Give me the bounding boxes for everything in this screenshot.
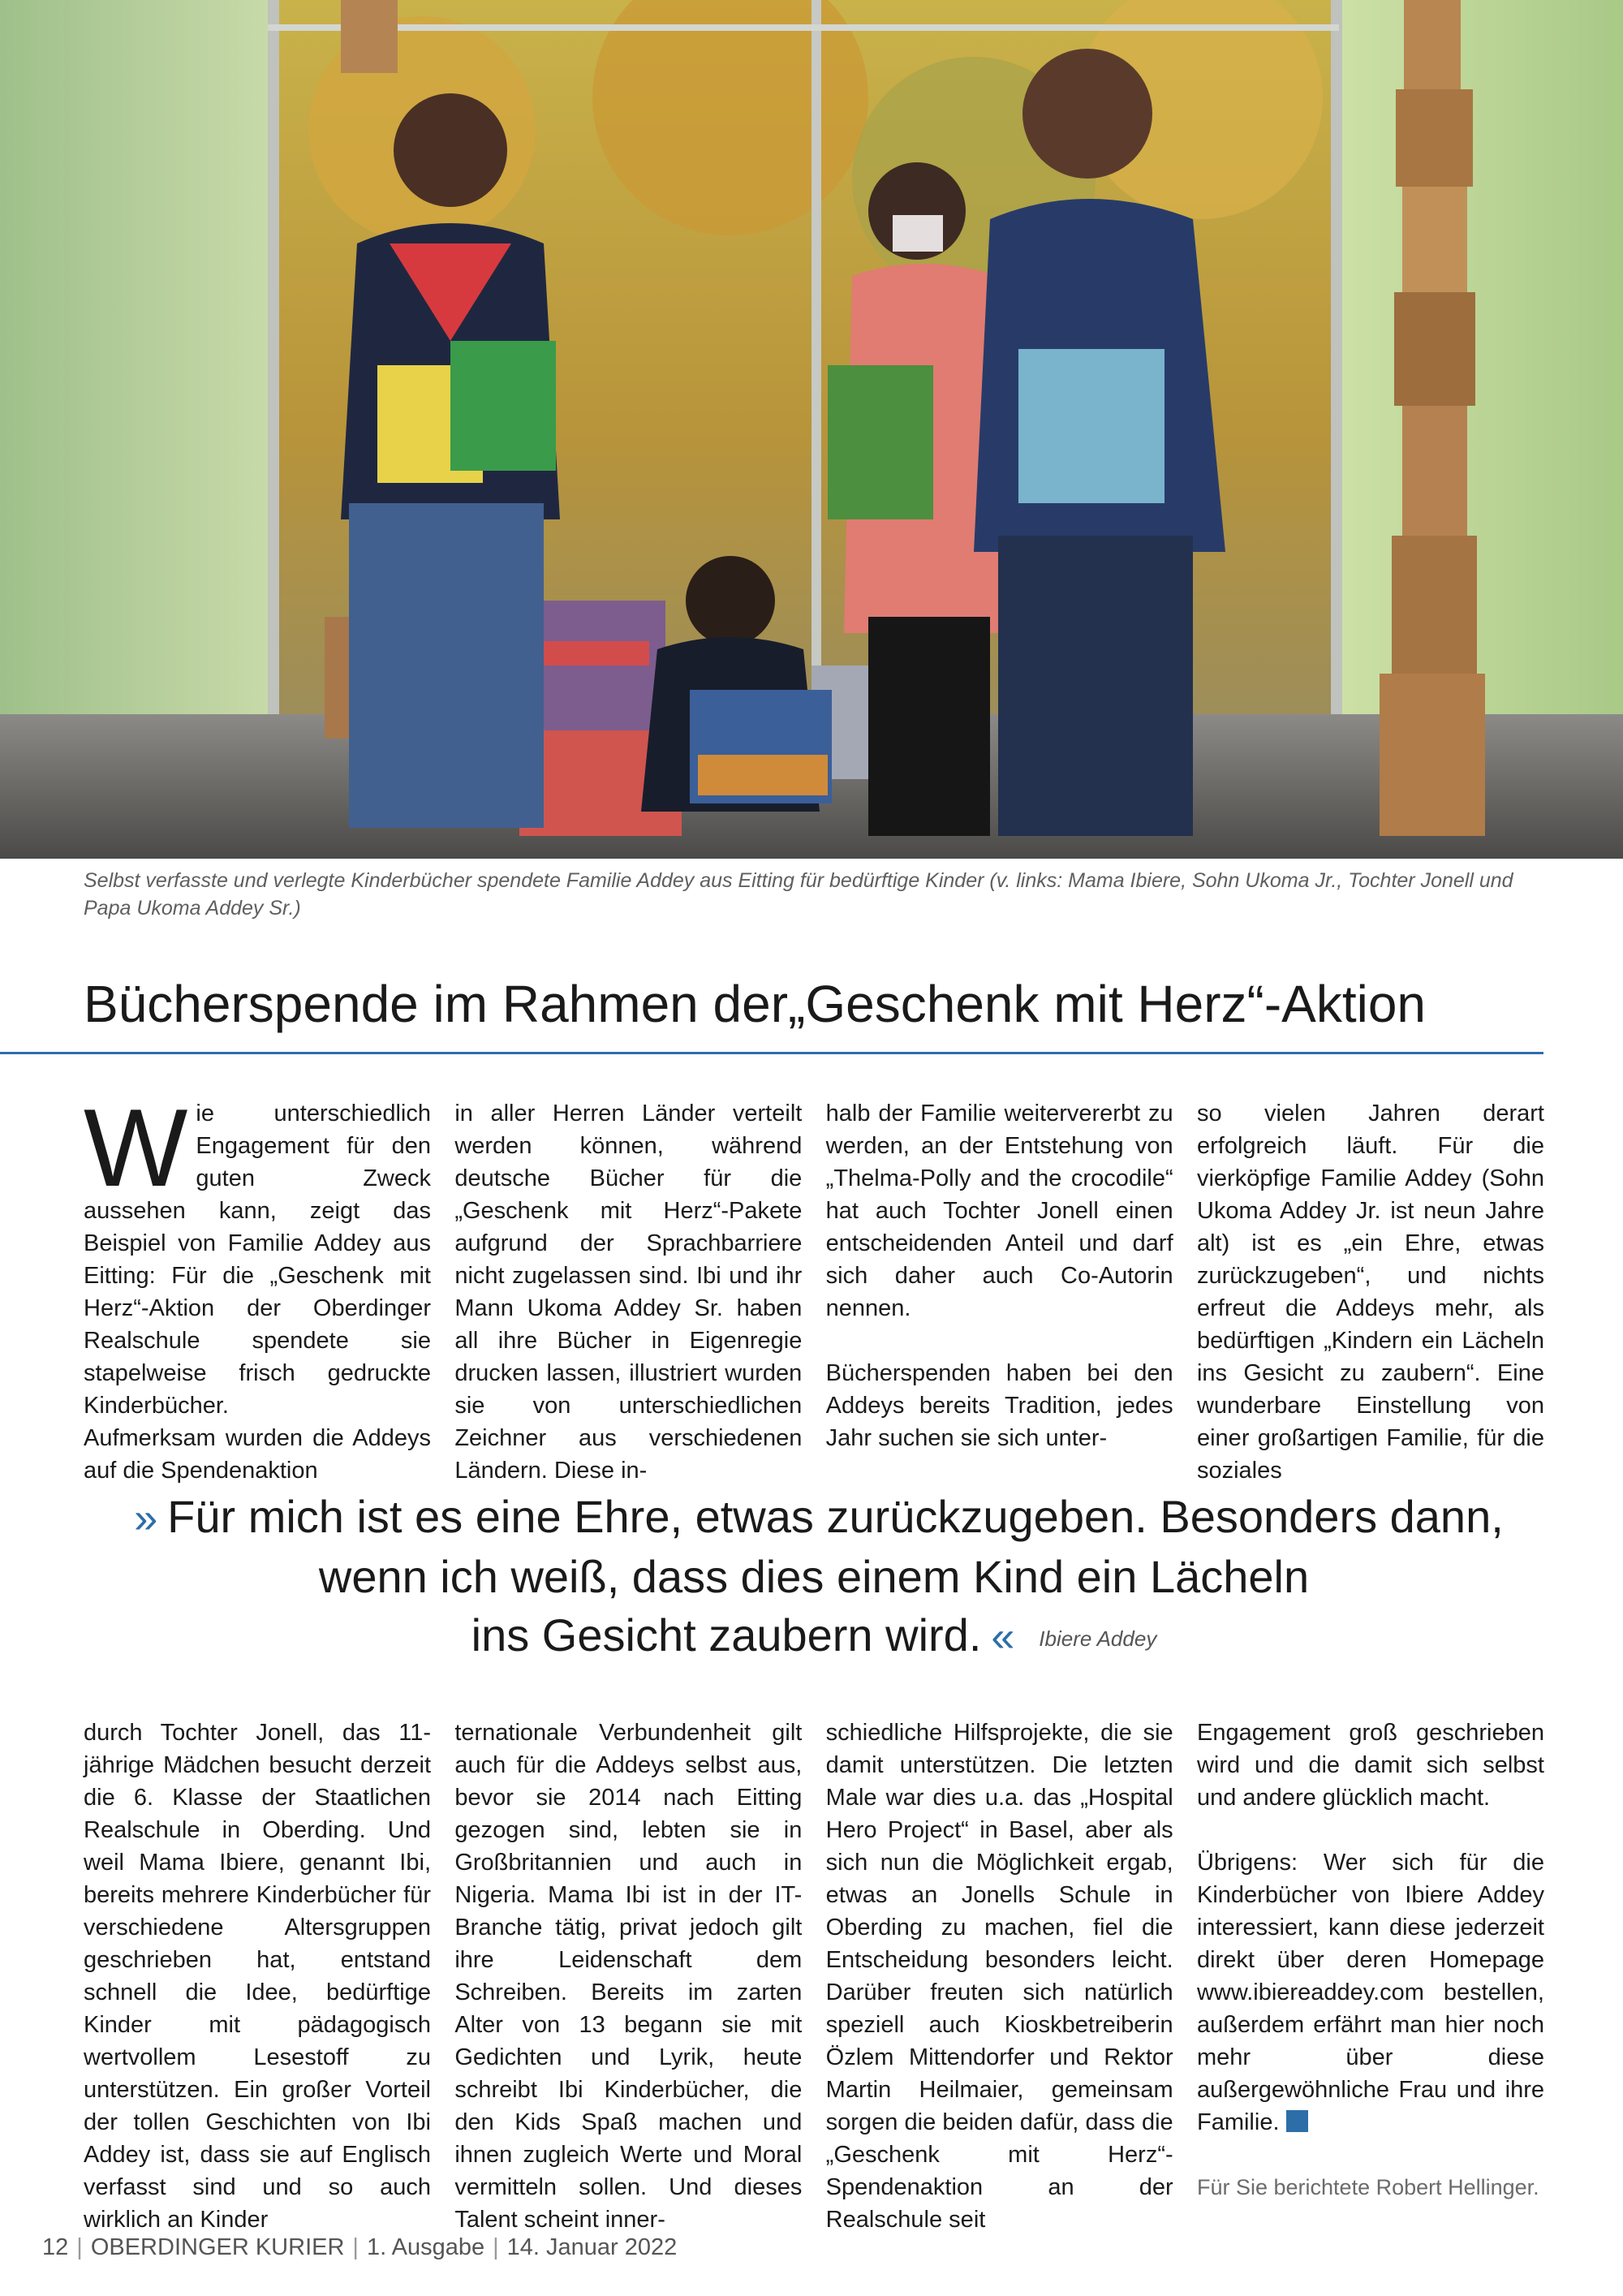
article-body-top xyxy=(84,1086,1544,1487)
page-footer xyxy=(42,2234,677,2261)
bottom-col3-paragraph-1: schiedliche Hilfsprojekte, die sie damit unterstützen. Die letzten Male war dies u.a. das „Hospital Hero Project“ in Basel, aber als sich nun die Möglichkeit ergab, etwas an Jonells Schule in Oberding zu machen, fiel die Entscheidung besonders leicht. Darüber freuten sich natürlich speziell auch Kioskbetreiberin Özlem Mittendorfer und Rektor Martin Heilmaier, gemeinsam sorgen die beiden dafür, dass die „Geschenk mit Herz“-Spendenaktion an der Realschule seit xyxy=(825,1720,1173,2233)
headline-rule xyxy=(0,1052,1543,1054)
end-of-article-square-icon xyxy=(1286,2110,1308,2132)
quote-open-mark: » xyxy=(134,1495,158,1542)
top-col3-paragraph-1: halb der Familie weitervererbt zu werden, an der Entstehung von „Thelma-Polly and the crocodile“ hat auch Tochter Jonell einen entscheidenden Anteil und darf sich daher auch Co-Autorin nennen. xyxy=(825,1101,1173,1321)
bottom-column-1 xyxy=(84,1717,431,2236)
bottom-col1-paragraph-1: durch Tochter Jonell, das 11-jährige Mädchen besucht derzeit die 6. Klasse der Staatlichen Realschule in Oberding. Und weil Mama Ibiere, genannt Ibi, bereits mehrere Kinderbücher für verschiedene Altersgruppen geschrieben hat, entstand schnell die Idee, bedürftige Kinder mit pädagogisch wertvollem Lesestoff zu unterstützen. Ein großer Vorteil der tollen Geschichten von Ibi Addey ist, dass sie auf Englisch verfasst sind und so auch wirklich an Kinder xyxy=(84,1720,431,2233)
article-headline: Bücherspende im Rahmen der„Geschenk mit Herz“-Aktion xyxy=(84,975,1426,1033)
bottom-col2-paragraph-1: ternationale Verbundenheit gilt auch für die Addeys selbst aus, bevor sie 2014 nach Eitting gezogen sind, lebten sie in Großbritannien und auch in Nigeria. Mama Ibi ist in der IT-Branche tätig, privat jedoch gilt ihre Leidenschaft dem Schreiben. Bereits im zarten Alter von 13 begann sie mit Gedichten und Lyrik, heute schreibt Ibi Kinderbücher, die den Kids Spaß machen und ihnen zugleich Werte und Moral vermitteln sollen. Und dieses Talent scheint inner- xyxy=(454,1720,803,2233)
issue-number: 1. Ausgabe xyxy=(366,2234,485,2260)
article-photo xyxy=(0,0,1623,859)
bottom-column-2 xyxy=(454,1717,802,2236)
footer-separator: | xyxy=(493,2234,499,2260)
publication-name: OBERDINGER KURIER xyxy=(90,2234,345,2260)
pull-quote xyxy=(84,1488,1544,1668)
quote-close-mark: « xyxy=(991,1613,1015,1661)
issue-date: 14. Januar 2022 xyxy=(506,2234,678,2260)
bottom-column-3 xyxy=(826,1717,1173,2236)
family-photo-illustration xyxy=(0,0,1623,859)
quote-line-3 xyxy=(84,1606,1544,1668)
top-col1-paragraph-1 xyxy=(84,1086,431,1422)
quote-text-3: ins Gesicht zaubern wird. xyxy=(471,1609,982,1661)
footer-separator: | xyxy=(76,2234,83,2260)
top-column-2 xyxy=(454,1097,802,1487)
quote-author: Ibiere Addey xyxy=(1039,1626,1157,1652)
quote-text-1: Für mich ist es eine Ehre, etwas zurückzugeben. Besonders dann, xyxy=(167,1491,1504,1542)
top-col1-paragraph-2: Aufmerksam wurden die Addeys auf die Spendenaktion xyxy=(84,1425,431,1484)
bottom-col4-text-2: Übrigens: Wer sich für die Kinderbücher von Ibiere Addey interessiert, kann diese jederzeit direkt über deren Homepage www.ibiereaddey.com bestellen, außerdem erfährt man hier noch mehr über diese außergewöhnliche Frau und ihre Familie. xyxy=(1196,1850,1544,2135)
top-col4-paragraph-1: so vielen Jahren derart erfolgreich läuft. Für die vierköpfige Familie Addey (Sohn Ukoma Addey Jr. ist neun Jahre alt) ist es „ein Ehre, etwas zurückzugeben“, und nichts erfreut die Addeys mehr, als bedürftigen „Kindern ein Lächeln ins Gesicht zu zaubern“. Eine wunderbare Einstellung von einer großartigen Familie, für die soziales xyxy=(1196,1101,1544,1484)
top-col2-paragraph-1: in aller Herren Länder verteilt werden können, während deutsche Bücher für die „Geschenk mit Herz“-Pakete aufgrund der Sprachbarriere nicht zugelassen sind. Ibi und ihr Mann Ukoma Addey Sr. haben all ihre Bücher in Eigenregie drucken lassen, illustriert wurden sie von unterschiedlichen Zeichner aus verschiedenen Ländern. Diese in- xyxy=(454,1101,803,1484)
top-col1-text-1: ie unterschiedlich Engagement für den guten Zweck aussehen kann, zeigt das Beispiel von Familie Addey aus Eitting: Für die „Geschenk mit Herz“-Aktion der Oberdinger Realschule spendete sie stapelweise frisch gedruckte Kinderbücher. xyxy=(84,1101,431,1419)
top-column-4 xyxy=(1197,1097,1544,1487)
quote-line-2: wenn ich weiß, dass dies einem Kind ein Lächeln xyxy=(318,1551,1310,1602)
bottom-col4-paragraph-2 xyxy=(1197,1846,1544,2139)
top-col3-paragraph-2: Bücherspenden haben bei den Addeys bereits Tradition, jedes Jahr suchen sie sich unter- xyxy=(825,1360,1173,1451)
bottom-column-4 xyxy=(1197,1717,1544,2236)
article-body-bottom xyxy=(84,1717,1544,2236)
quote-line-1 xyxy=(84,1488,1544,1548)
bottom-col4-paragraph-1: Engagement groß geschrieben wird und die damit sich selbst und andere glücklich macht. xyxy=(1196,1720,1544,1811)
photo-caption: Selbst verfasste und verlegte Kinderbücher spendete Familie Addey aus Eitting für bedürftige Kinder (v. links: Mama Ibiere, Sohn Ukoma Jr., Tochter Jonell und Papa Ukoma Addey Sr.) xyxy=(84,869,1513,920)
drop-cap: W xyxy=(84,1086,188,1209)
top-column-1 xyxy=(84,1086,431,1487)
author-credit: Für Sie berichtete Robert Hellinger. xyxy=(1196,2175,1539,2199)
footer-separator: | xyxy=(352,2234,359,2260)
top-column-3 xyxy=(826,1097,1173,1487)
page-number: 12 xyxy=(42,2234,69,2260)
